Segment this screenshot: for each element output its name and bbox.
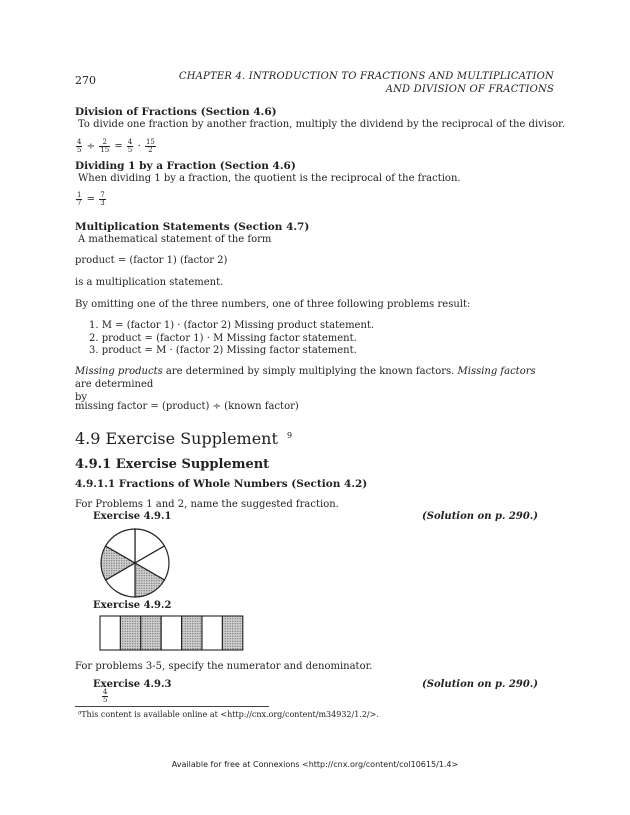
exercise-4-9-2-label: Exercise 4.9.2 (93, 600, 172, 611)
chapter-header-line2: AND DIVISION OF FRACTIONS (385, 84, 554, 95)
bar-cell (100, 616, 120, 650)
page-footer[interactable]: Available for free at Connexions <http://cnx.org/content/col10615/1.4> (171, 760, 459, 769)
bar-fraction-svg (99, 615, 245, 651)
problems-intro: For Problems 1 and 2, name the suggested fraction. (75, 499, 339, 510)
multiply-operator: · (137, 141, 141, 152)
dividing-one-text: When dividing 1 by a fraction, the quotient is the reciprocal of the fraction. (78, 173, 461, 184)
missing-paragraph (75, 365, 555, 404)
exercise-4-9-3-label: Exercise 4.9.3 (93, 679, 172, 690)
statement-list (75, 320, 374, 358)
equals-sign: = (114, 141, 123, 152)
footnote-rule (75, 706, 269, 707)
list-item: 3. product = M · (factor 2) Missing factor statement. (89, 345, 357, 356)
bar-cell-shaded (182, 616, 202, 650)
bar-cell (202, 616, 222, 650)
supplement-subtitle: 4.9.1 Exercise Supplement (75, 457, 270, 472)
fraction: $\frac{1}{7}$ (77, 191, 82, 207)
division-example (75, 139, 157, 154)
division-title: Division of Fractions (Section 4.6) (75, 106, 277, 118)
bar-cell-shaded (222, 616, 242, 650)
circle-figure (98, 527, 172, 599)
missing-factor-formula: missing factor = (product) ÷ (known factor) (75, 401, 299, 412)
bar-cell-shaded (141, 616, 161, 650)
omit-text: By omitting one of the three numbers, one of three following problems result: (75, 299, 471, 310)
product-formula: product = (factor 1) (factor 2) (75, 255, 228, 266)
supplement-title (75, 429, 292, 448)
missing-factors-term: Missing factors (457, 366, 536, 377)
fraction: $\frac{4}{5}$ (77, 138, 82, 154)
footnote[interactable]: ⁹This content is available online at <http://cnx.org/content/m34932/1.2/>. (78, 710, 379, 719)
missing-mid-text: are determined by simply multiplying the known factors. (162, 366, 458, 377)
missing-end-text: are determined (75, 379, 154, 390)
fraction: $\frac{4}{5}$ (127, 138, 133, 154)
subsection-title: 4.9.1.1 Fractions of Whole Numbers (Section 4.2) (75, 478, 368, 490)
list-item: 2. product = (factor 1) · M Missing factor statement. (89, 332, 357, 344)
missing-products-term: Missing products (75, 366, 163, 377)
fraction: $\frac{7}{3}$ (100, 191, 105, 207)
fraction: $\frac{2}{15}$ (100, 138, 110, 154)
circle-fraction-svg (98, 527, 172, 599)
equals-sign: = (86, 194, 96, 205)
exercise-4-9-3-fraction (101, 689, 109, 704)
is-statement-text: is a multiplication statement. (75, 277, 224, 288)
dividing-one-example (75, 192, 107, 207)
division-text: To divide one fraction by another fraction, multiply the dividend by the reciprocal of the divisor. (78, 119, 566, 130)
fraction: $\frac{4}{5}$ (103, 688, 108, 704)
exercise-4-9-1-label: Exercise 4.9.1 (93, 511, 172, 522)
divide-operator: ÷ (86, 141, 96, 152)
dividing-one-title: Dividing 1 by a Fraction (Section 4.6) (75, 160, 296, 172)
solution-link[interactable]: (Solution on p. 290.) (422, 679, 538, 690)
chapter-header (179, 70, 554, 96)
multiplication-text: A mathematical statement of the form (78, 234, 272, 245)
bar-cell (161, 616, 181, 650)
page-number: 270 (75, 74, 96, 87)
solution-link[interactable]: (Solution on p. 290.) (422, 511, 538, 522)
bar-figure (99, 615, 245, 651)
multiplication-title: Multiplication Statements (Section 4.7) (75, 221, 310, 233)
bar-cell-shaded (120, 616, 140, 650)
fraction: $\frac{15}{2}$ (145, 138, 155, 154)
list-item: 1. M = (factor 1) · (factor 2) Missing product statement. (89, 320, 375, 331)
supplement-title-text: 4.9 Exercise Supplement (75, 429, 278, 448)
chapter-header-line1: CHAPTER 4. INTRODUCTION TO FRACTIONS AND MULTIPLICATION (178, 71, 554, 82)
problems-intro-2: For problems 3-5, specify the numerator and denominator. (75, 661, 373, 672)
footnote-mark[interactable]: 9 (287, 430, 293, 440)
missing-by-text: by (75, 392, 88, 403)
